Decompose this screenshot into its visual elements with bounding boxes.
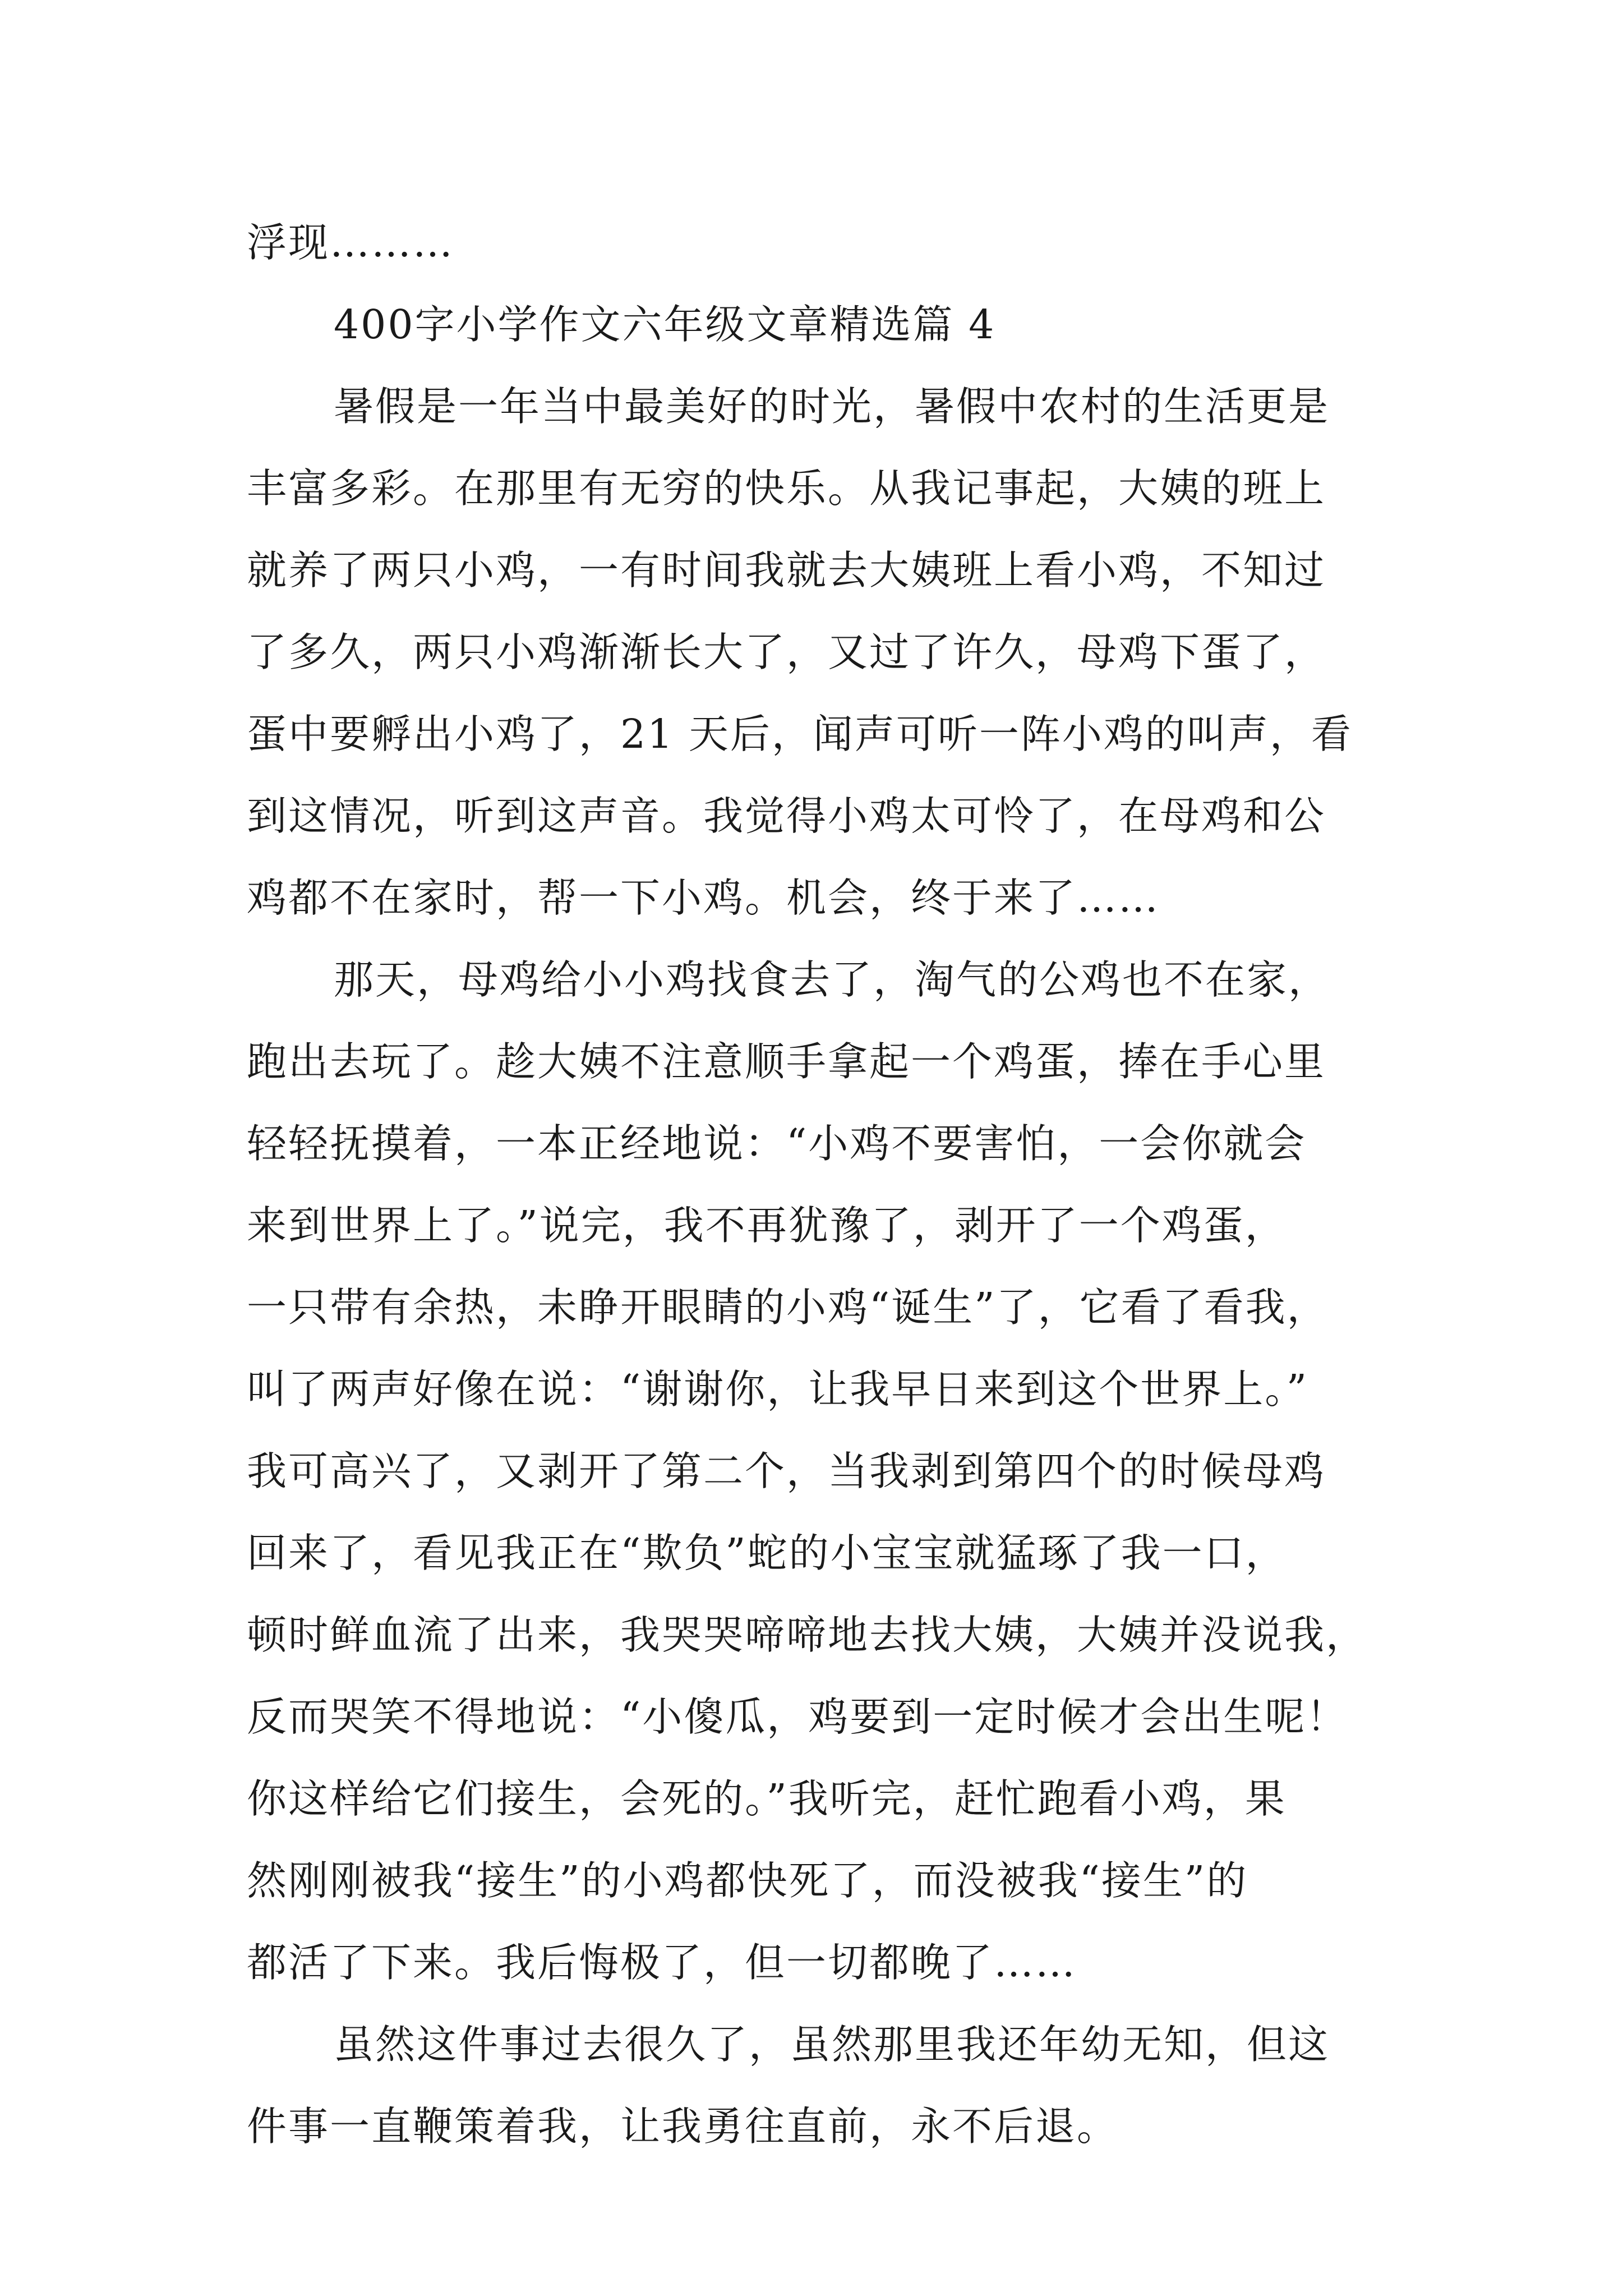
paragraph-line: 一只带有余热，未睁开眼睛的小鸡“诞生”了，它看了看我， [247, 1284, 1329, 1331]
paragraph-line: 蛋中要孵出小鸡了，21 天后，闻声可听一阵小鸡的叫声，看 [247, 711, 1353, 757]
paragraph-line: 回来了，看见我正在“欺负”蛇的小宝宝就猛琢了我一口， [247, 1530, 1287, 1576]
paragraph-line: 了多久，两只小鸡渐渐长大了，又过了许久，母鸡下蛋了， [247, 629, 1326, 675]
paragraph-line: 你这样给它们接生，会死的。”我听完，赶忙跑看小鸡，果 [247, 1775, 1287, 1822]
article-body [247, 202, 1391, 2168]
paragraph-line: 丰富多彩。在那里有无穷的快乐。从我记事起，大姨的班上 [247, 465, 1326, 512]
paragraph-line: 鸡都不在家时，帮一下小鸡。机会，终于来了…… [247, 875, 1160, 921]
paragraph-line: 顿时鲜血流了出来，我哭哭啼啼地去找大姨，大姨并没说我， [247, 1612, 1368, 1658]
paragraph-line: 虽然这件事过去很久了，虽然那里我还年幼无知，但这 [334, 2021, 1330, 2068]
paragraph-line: 轻轻抚摸着，一本正经地说：“小鸡不要害怕，一会你就会 [247, 1120, 1307, 1167]
paragraph-line: 那天，母鸡给小小鸡找食去了，淘气的公鸡也不在家， [334, 956, 1330, 1003]
paragraph-line: 都活了下来。我后悔极了，但一切都晚了…… [247, 1939, 1077, 1986]
paragraph-line: 叫了两声好像在说：“谢谢你，让我早日来到这个世界上。” [247, 1366, 1309, 1412]
paragraph-line: 跑出去玩了。趁大姨不注意顺手拿起一个鸡蛋，捧在手心里 [247, 1038, 1326, 1085]
paragraph-line: 来到世界上了。”说完，我不再犹豫了，剥开了一个鸡蛋， [247, 1202, 1287, 1249]
paragraph-line: 到这情况，听到这声音。我觉得小鸡太可怜了，在母鸡和公 [247, 793, 1326, 839]
section-heading: 400字小学作文六年级文章精选篇 4 [334, 301, 996, 348]
paragraph-line: 件事一直鞭策着我，让我勇往直前，永不后退。 [247, 2103, 1119, 2150]
paragraph-line: 我可高兴了，又剥开了第二个，当我剥到第四个的时候母鸡 [247, 1448, 1326, 1494]
paragraph-line: 然刚刚被我“接生”的小鸡都快死了，而没被我“接生”的 [247, 1857, 1248, 1904]
text-line: 浮现……… [247, 219, 455, 266]
paragraph-line: 反而哭笑不得地说：“小傻瓜，鸡要到一定时候才会出生呢！ [247, 1694, 1348, 1740]
paragraph-line: 就养了两只小鸡，一有时间我就去大姨班上看小鸡，不知过 [247, 547, 1326, 593]
paragraph-line: 暑假是一年当中最美好的时光，暑假中农村的生活更是 [334, 383, 1330, 430]
